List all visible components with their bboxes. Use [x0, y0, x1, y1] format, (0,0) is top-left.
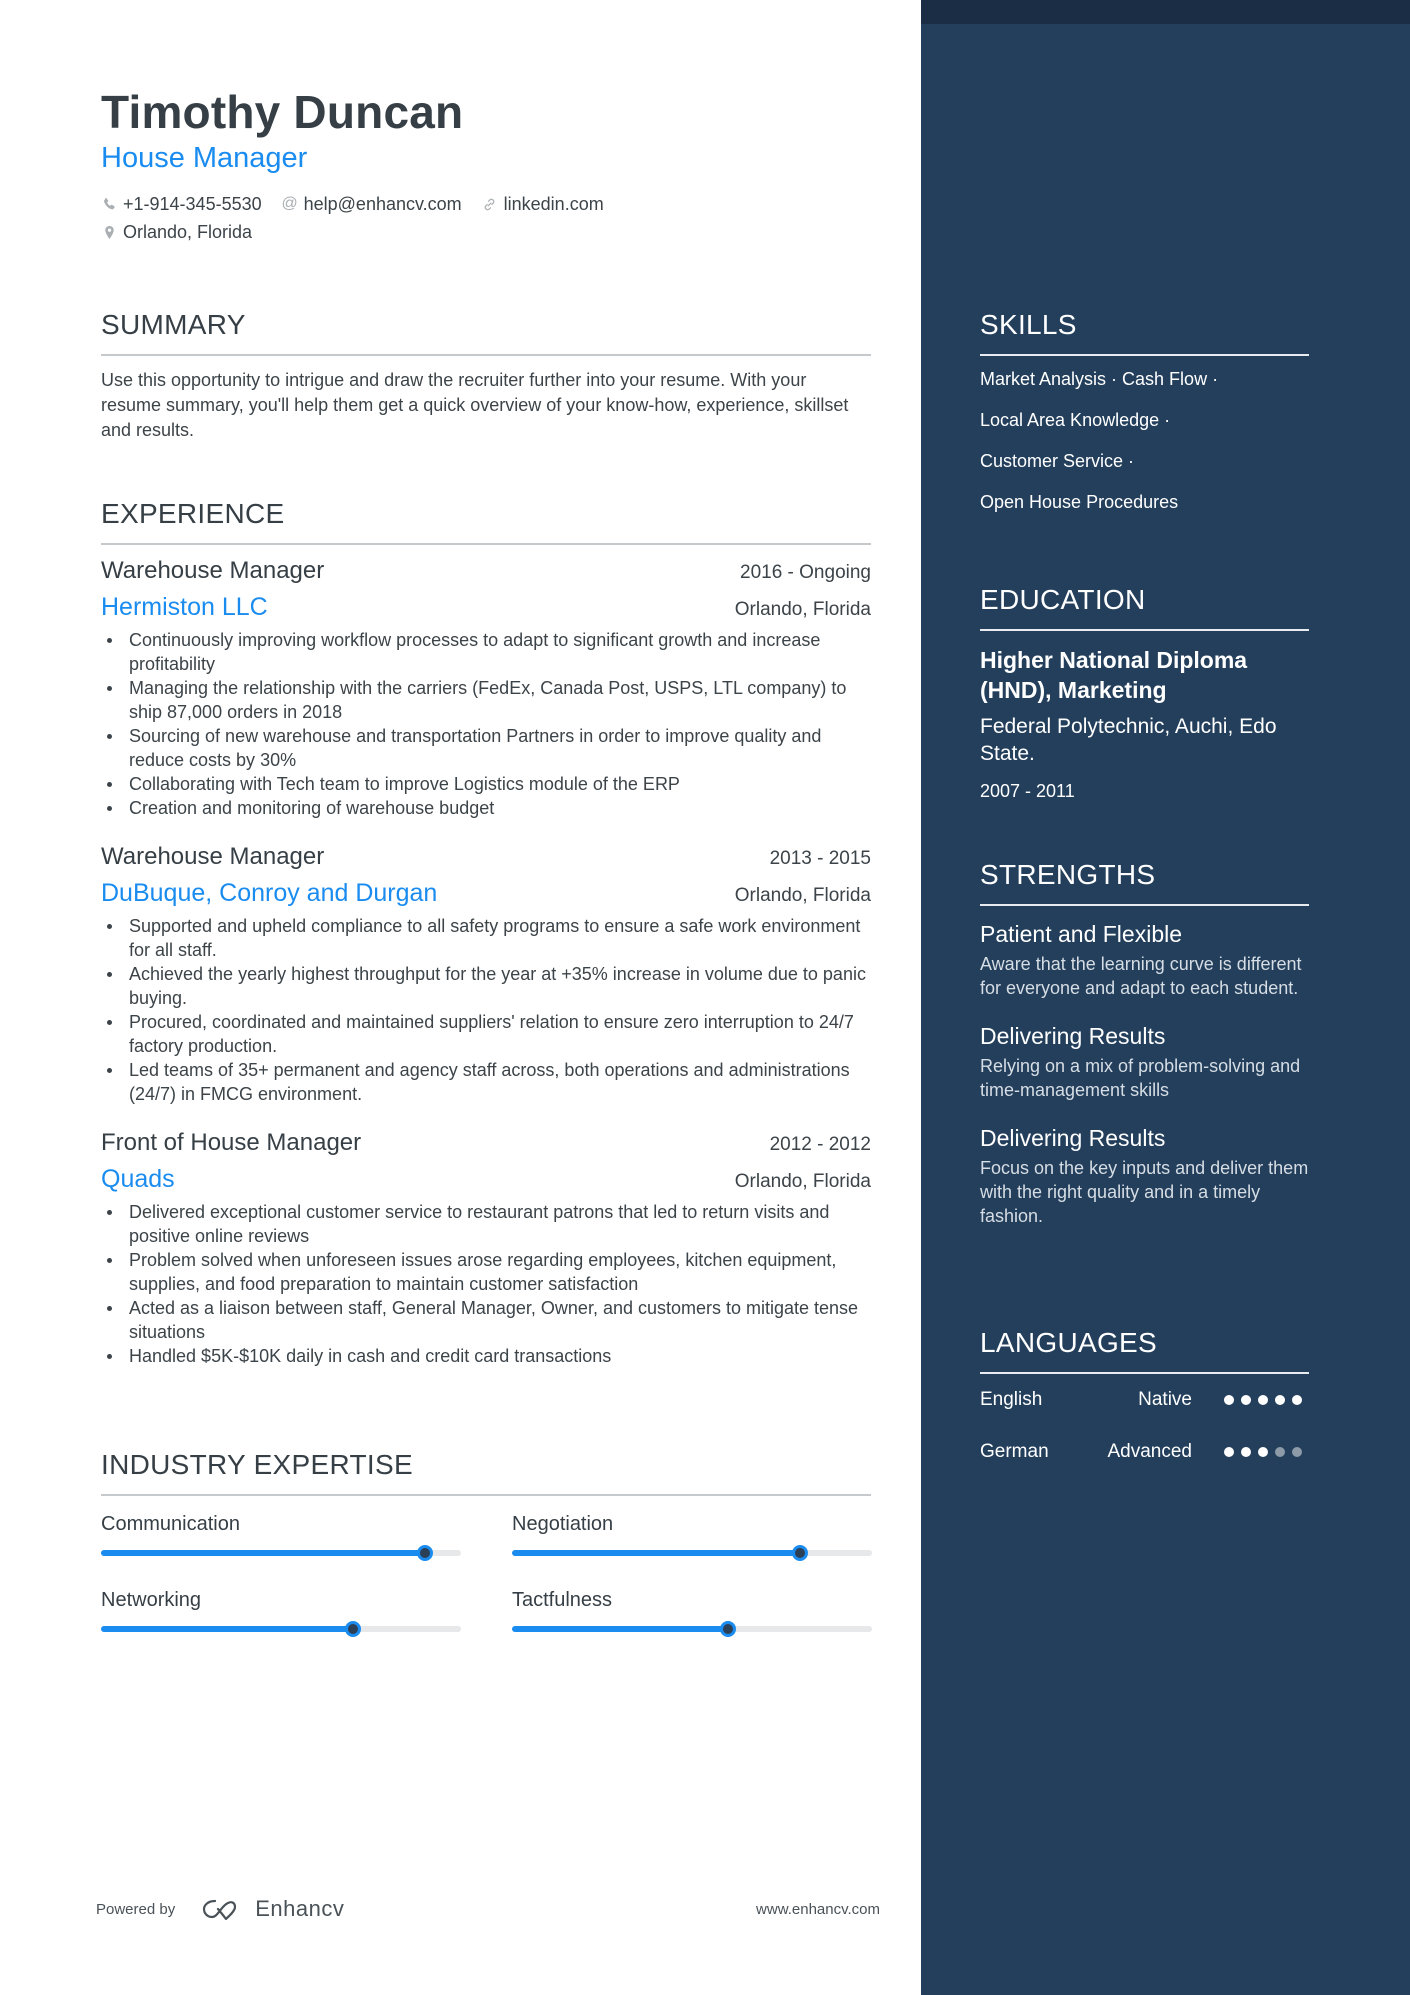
candidate-name: Timothy Duncan — [101, 86, 464, 138]
bullet-item: Achieved the yearly highest throughput for the year at +35% increase in volume due to panic buying. — [101, 962, 871, 1010]
expertise-slider — [101, 1550, 461, 1556]
language-proficiency-dots — [1224, 1447, 1309, 1457]
skill-line: Open House Procedures — [980, 492, 1179, 512]
bullet-item: Continuously improving workflow processes to adapt to significant growth and increase profitability — [101, 628, 871, 676]
slider-knob — [345, 1621, 361, 1637]
skill-line: Market Analysis · Cash Flow · — [980, 369, 1219, 389]
contact-link[interactable] — [482, 190, 604, 218]
job-location: Orlando, Florida — [734, 599, 871, 620]
skills-list — [980, 359, 1309, 523]
slider-fill — [512, 1550, 800, 1556]
languages-title: LANGUAGES — [980, 1326, 1309, 1374]
strength-desc: Aware that the learning curve is different for everyone and adapt to each student. — [980, 954, 1302, 998]
experience-title: EXPERIENCE — [101, 497, 871, 545]
summary-text: Use this opportunity to intrigue and draw the recruiter further into your resume. With your resume summary, you'll help them get a quick overview of your know-how, experience, skillset and results. — [101, 370, 849, 440]
job-dates: 2013 - 2015 — [769, 848, 871, 869]
job-bullets — [101, 914, 871, 1106]
education-title: EDUCATION — [980, 583, 1309, 631]
expertise-item — [512, 1510, 872, 1556]
slider-knob — [720, 1621, 736, 1637]
bullet-item: Managing the relationship with the carriers (FedEx, Canada Post, USPS, LTL company) to ship 87,000 orders in 2018 — [101, 676, 871, 724]
dot-empty-icon — [1292, 1447, 1302, 1457]
expertise-label: Tactfulness — [512, 1589, 613, 1611]
dot-filled-icon — [1224, 1447, 1234, 1457]
expertise-label: Negotiation — [512, 1513, 614, 1535]
dot-filled-icon — [1258, 1395, 1268, 1405]
resume-header — [101, 84, 871, 246]
bullet-item: Handled $5K-$10K daily in cash and credit card transactions — [101, 1344, 871, 1368]
job-location: Orlando, Florida — [734, 1171, 871, 1192]
phone-icon — [101, 195, 117, 213]
dot-filled-icon — [1241, 1395, 1251, 1405]
slider-fill — [101, 1626, 353, 1632]
language-level: Advanced — [1107, 1441, 1192, 1462]
language-level: Native — [1138, 1389, 1192, 1410]
expertise-slider — [512, 1626, 872, 1632]
enhancv-logo-icon — [201, 1896, 249, 1922]
job-title: Warehouse Manager — [101, 843, 325, 870]
industry-expertise-section — [101, 1448, 871, 1632]
expertise-item — [101, 1586, 461, 1632]
language-name: English — [980, 1389, 1043, 1410]
strengths-section — [980, 858, 1309, 1228]
job-bullets — [101, 1200, 871, 1368]
location-pin-icon — [101, 223, 117, 241]
strength-title: Patient and Flexible — [980, 921, 1183, 947]
footer — [96, 1896, 880, 1922]
expertise-slider — [512, 1550, 872, 1556]
job-title: Front of House Manager — [101, 1129, 362, 1156]
expertise-item — [101, 1510, 461, 1556]
language-row — [980, 1426, 1309, 1478]
bullet-item: Supported and upheld compliance to all safety programs to ensure a safe work environment for all staff. — [101, 914, 871, 962]
bullet-item: Collaborating with Tech team to improve Logistics module of the ERP — [101, 772, 871, 796]
education-school: Federal Polytechnic, Auchi, Edo State. — [980, 715, 1277, 765]
enhancv-logo[interactable] — [201, 1896, 344, 1922]
education-dates: 2007 - 2011 — [980, 781, 1075, 801]
job-location: Orlando, Florida — [734, 885, 871, 906]
summary-section — [101, 308, 871, 443]
job-bullets — [101, 628, 871, 820]
job-dates: 2016 - Ongoing — [740, 562, 871, 583]
skill-line: Local Area Knowledge · — [980, 410, 1171, 430]
education-degree: Higher National Diploma (HND), Marketing — [980, 647, 1248, 703]
experience-entry — [101, 554, 871, 820]
expertise-title: INDUSTRY EXPERTISE — [101, 1448, 871, 1496]
website-link[interactable]: www.enhancv.com — [756, 1900, 880, 1918]
at-icon: @ — [281, 195, 298, 212]
dot-filled-icon — [1275, 1395, 1285, 1405]
experience-section — [101, 497, 871, 1368]
bullet-item: Procured, coordinated and maintained suppliers' relation to ensure zero interruption to 24/7 factory production. — [101, 1010, 871, 1058]
brand-name: Enhancv — [255, 1896, 345, 1921]
skill-line: Customer Service · — [980, 451, 1135, 471]
job-company: Quads — [101, 1165, 175, 1193]
contact-phone[interactable] — [101, 190, 262, 218]
language-name: German — [980, 1441, 1049, 1462]
job-company: DuBuque, Conroy and Durgan — [101, 879, 438, 907]
dot-filled-icon — [1258, 1447, 1268, 1457]
strength-title: Delivering Results — [980, 1023, 1166, 1049]
link-text: linkedin.com — [503, 194, 604, 214]
bullet-item: Creation and monitoring of warehouse budget — [101, 796, 871, 820]
strength-desc: Relying on a mix of problem-solving and time-management skills — [980, 1056, 1301, 1100]
powered-by-label: Powered by — [96, 1900, 176, 1918]
strength-title: Delivering Results — [980, 1125, 1166, 1151]
job-title: Warehouse Manager — [101, 557, 325, 584]
dot-filled-icon — [1241, 1447, 1251, 1457]
contact-location — [101, 218, 252, 246]
strength-item — [980, 1122, 1309, 1228]
email-text: help@enhancv.com — [303, 194, 462, 214]
slider-fill — [512, 1626, 728, 1632]
strength-desc: Focus on the key inputs and deliver them with the right quality and in a timely fashion. — [980, 1158, 1309, 1226]
strength-item — [980, 1020, 1309, 1102]
candidate-role: House Manager — [101, 142, 308, 174]
contact-info — [101, 190, 871, 246]
languages-section — [980, 1326, 1309, 1478]
resume-sidebar — [921, 0, 1410, 1995]
bullet-item: Acted as a liaison between staff, General Manager, Owner, and customers to mitigate tense situations — [101, 1296, 871, 1344]
slider-knob — [417, 1545, 433, 1561]
education-section — [980, 583, 1309, 803]
dot-filled-icon — [1224, 1395, 1234, 1405]
link-icon — [482, 195, 498, 213]
skills-title: SKILLS — [980, 308, 1309, 356]
expertise-label: Communication — [101, 1513, 240, 1535]
experience-entry — [101, 1126, 871, 1368]
experience-entry — [101, 840, 871, 1106]
strengths-title: STRENGTHS — [980, 858, 1309, 906]
strength-item — [980, 918, 1309, 1000]
bullet-item: Led teams of 35+ permanent and agency staff across, both operations and administrations (24/7) in FMCG environment. — [101, 1058, 871, 1106]
language-row — [980, 1374, 1309, 1426]
dot-filled-icon — [1292, 1395, 1302, 1405]
expertise-label: Networking — [101, 1589, 202, 1611]
sidebar-top-band — [921, 0, 1410, 24]
expertise-grid — [101, 1510, 871, 1632]
contact-email[interactable] — [282, 190, 462, 218]
slider-fill — [101, 1550, 425, 1556]
expertise-item — [512, 1586, 872, 1632]
expertise-slider — [101, 1626, 461, 1632]
bullet-item: Delivered exceptional customer service to restaurant patrons that led to return visits and positive online reviews — [101, 1200, 871, 1248]
summary-title: SUMMARY — [101, 308, 871, 356]
job-company: Hermiston LLC — [101, 593, 268, 621]
language-proficiency-dots — [1224, 1395, 1309, 1405]
location-text: Orlando, Florida — [123, 222, 253, 242]
phone-text: +1-914-345-5530 — [123, 194, 262, 214]
dot-empty-icon — [1275, 1447, 1285, 1457]
skills-section — [980, 308, 1309, 523]
bullet-item: Sourcing of new warehouse and transportation Partners in order to improve quality and reduce costs by 30% — [101, 724, 871, 772]
bullet-item: Problem solved when unforeseen issues arose regarding employees, kitchen equipment, supplies, and food preparation to maintain customer satisfaction — [101, 1248, 871, 1296]
slider-knob — [792, 1545, 808, 1561]
job-dates: 2012 - 2012 — [769, 1134, 871, 1155]
